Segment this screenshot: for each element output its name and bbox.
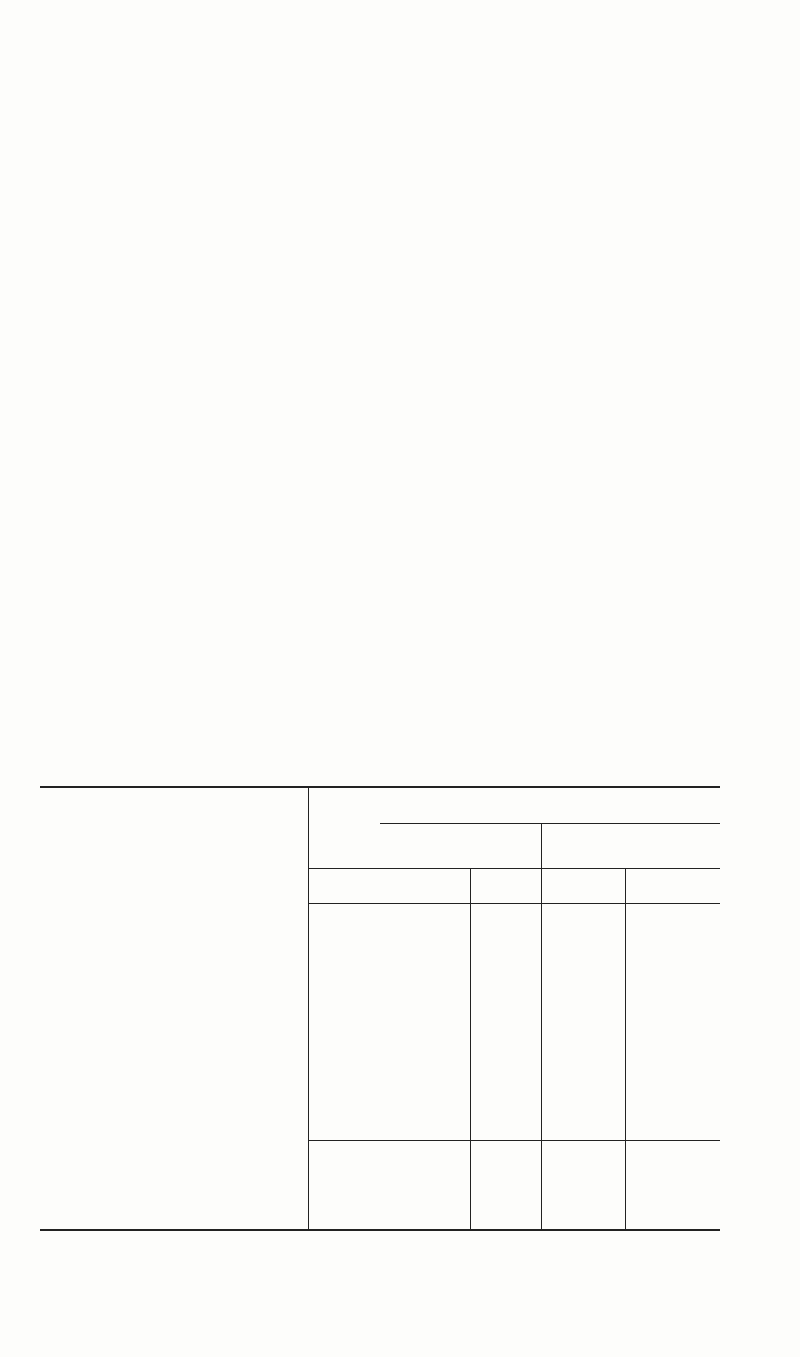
years-rule bbox=[308, 903, 720, 904]
table-top-rule bbox=[40, 786, 720, 788]
subheader-rule bbox=[308, 868, 720, 869]
totals-rule bbox=[308, 1140, 720, 1141]
col-divider-names bbox=[308, 788, 309, 1229]
prenatal-underline bbox=[380, 823, 720, 824]
col-divider-groups bbox=[541, 824, 542, 1229]
col-divider-ta bbox=[625, 868, 626, 1229]
table-bottom-rule bbox=[40, 1229, 720, 1231]
col-divider-np bbox=[470, 868, 471, 1229]
